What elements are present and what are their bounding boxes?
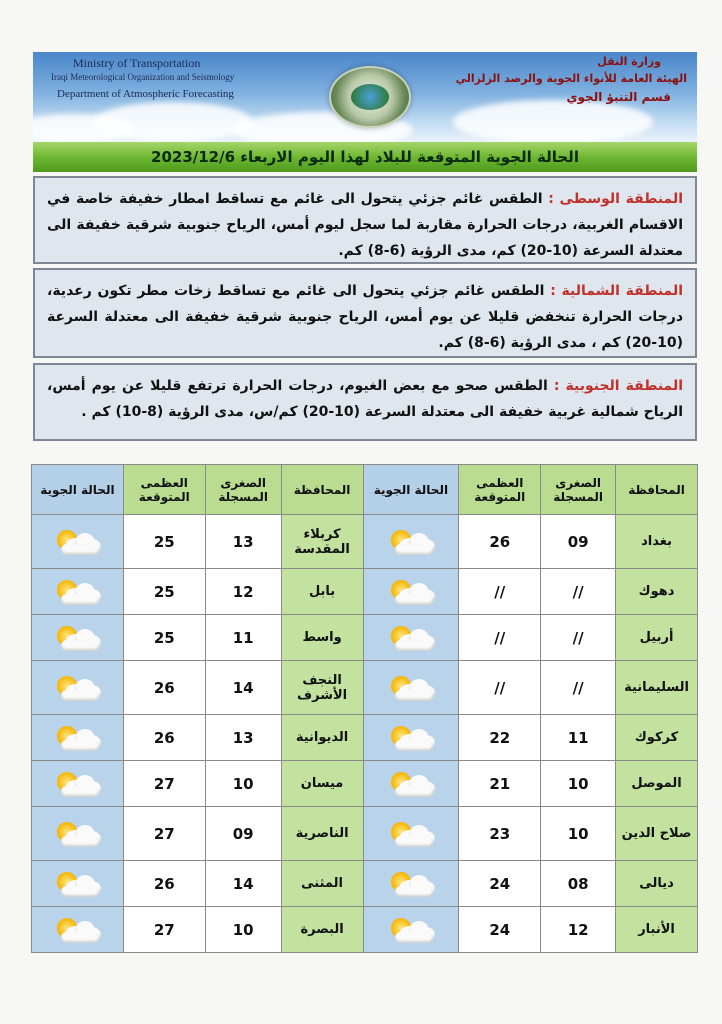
ministry-ar: وزارة النقل [597,55,661,68]
department-en: Department of Atmospheric Forecasting [57,88,234,100]
partly-cloudy-icon [387,870,435,898]
table-row [32,515,698,569]
governorate-cell: ميسان [281,761,363,807]
partly-cloudy-icon [387,770,435,798]
max-temp-cell: 22 [459,715,541,761]
partly-cloudy-icon [387,820,435,848]
region-central-box [33,176,697,264]
region-north-text: الطقس غائم جزئي يتحول الى غائم مع تساقط زخات مطر تكون رعدية، درجات الحرارة تنخفض قليلا عن يوم أمس، الرياح جنوبية شرقية خفيفة الى معتدلة السرعة (10-20) كم ، مدى الرؤية (6-8) كم. [47,283,683,351]
min-temp-cell: 09 [541,515,616,569]
partly-cloudy-icon [53,674,101,702]
partly-cloudy-icon [387,578,435,606]
weather-cell [32,661,124,715]
min-temp-cell: 12 [205,569,281,615]
table-row [32,661,698,715]
header-governorate: المحافظة [281,465,363,515]
min-temp-cell: // [541,661,616,715]
min-temp-cell: 14 [205,661,281,715]
max-temp-cell: 25 [123,569,205,615]
governorate-cell: الأنبار [616,907,698,953]
max-temp-cell: 25 [123,615,205,661]
governorate-cell: دهوك [616,569,698,615]
partly-cloudy-icon [387,528,435,556]
header-min: الصغرى المسجلة [541,465,616,515]
department-ar: قسم التنبؤ الجوي [566,90,671,104]
max-temp-cell: // [459,569,541,615]
min-temp-cell: 10 [541,807,616,861]
partly-cloudy-icon [53,578,101,606]
max-temp-cell: 27 [123,761,205,807]
weather-cell [363,615,459,661]
region-central-name: المنطقة الوسطى : [548,191,683,207]
table-row [32,715,698,761]
max-temp-cell: 26 [123,861,205,907]
table-row [32,615,698,661]
weather-cell [32,515,124,569]
max-temp-cell: 21 [459,761,541,807]
governorate-cell: الديوانية [281,715,363,761]
min-temp-cell: // [541,615,616,661]
min-temp-cell: 13 [205,715,281,761]
governorate-cell: صلاح الدين [616,807,698,861]
forecast-table [31,464,698,953]
max-temp-cell: 24 [459,907,541,953]
weather-cell [363,807,459,861]
governorate-cell: أربيل [616,615,698,661]
partly-cloudy-icon [387,916,435,944]
min-temp-cell: // [541,569,616,615]
region-south-text: الطقس صحو مع بعض الغيوم، درجات الحرارة ترتفع قليلا عن يوم أمس، الرياح شمالية غربية خفيفة الى معتدلة السرعة (10-20) كم/س، مدى الرؤية (8-10) كم . [47,378,683,420]
region-south-name: المنطقة الجنوبية : [553,378,684,394]
region-south-box [33,363,697,441]
region-central-text: الطقس غائم جزئي يتحول الى غائم مع تساقط امطار خفيفة خاصة في الاقسام الغربية، درجات الحرارة مقاربة لما سجل ليوم أمس، الرياح جنوبية شرقية خفيفة الى معتدلة السرعة (10-20) كم، مدى الرؤية (6-8) كم. [47,191,683,259]
header-max: العظمى المتوقعة [123,465,205,515]
page-title: الحالة الجوية المتوقعة للبلاد لهذا اليوم الاربعاء 2023/12/6 [151,148,579,166]
weather-cell [32,907,124,953]
max-temp-cell: // [459,661,541,715]
partly-cloudy-icon [387,724,435,752]
min-temp-cell: 10 [541,761,616,807]
weather-cell [363,569,459,615]
min-temp-cell: 12 [541,907,616,953]
organization-en: Iraqi Meteorological Organization and Seismology [51,72,235,82]
governorate-cell: السليمانية [616,661,698,715]
max-temp-cell: 26 [459,515,541,569]
weather-cell [363,661,459,715]
max-temp-cell: 27 [123,907,205,953]
min-temp-cell: 08 [541,861,616,907]
min-temp-cell: 10 [205,907,281,953]
partly-cloudy-icon [387,674,435,702]
weather-cell [363,907,459,953]
header-banner [33,52,697,142]
weather-cell [32,569,124,615]
max-temp-cell: 26 [123,715,205,761]
header-min: الصغرى المسجلة [205,465,281,515]
min-temp-cell: 10 [205,761,281,807]
governorate-cell: البصرة [281,907,363,953]
governorate-cell: كربلاء المقدسة [281,515,363,569]
weather-cell [32,761,124,807]
table-row [32,569,698,615]
table-row [32,761,698,807]
governorate-cell: بابل [281,569,363,615]
weather-cell [32,807,124,861]
partly-cloudy-icon [53,624,101,652]
partly-cloudy-icon [53,916,101,944]
min-temp-cell: 09 [205,807,281,861]
weather-cell [363,861,459,907]
governorate-cell: ديالى [616,861,698,907]
table-header-row [32,465,698,515]
weather-cell [32,615,124,661]
partly-cloudy-icon [53,820,101,848]
header-governorate: المحافظة [616,465,698,515]
title-bar [33,142,697,172]
header-weather: الحالة الجوية [32,465,124,515]
max-temp-cell: 24 [459,861,541,907]
partly-cloudy-icon [53,870,101,898]
region-north-name: المنطقة الشمالية : [550,283,683,299]
partly-cloudy-icon [387,624,435,652]
weather-cell [32,861,124,907]
max-temp-cell: 27 [123,807,205,861]
max-temp-cell: // [459,615,541,661]
min-temp-cell: 11 [205,615,281,661]
table-row [32,807,698,861]
governorate-cell: واسط [281,615,363,661]
partly-cloudy-icon [53,724,101,752]
governorate-cell: النجف الأشرف [281,661,363,715]
weather-cell [363,715,459,761]
region-north-box [33,268,697,358]
min-temp-cell: 14 [205,861,281,907]
ministry-en: Ministry of Transportation [73,56,201,70]
weather-cell [363,761,459,807]
governorate-cell: الموصل [616,761,698,807]
table-row [32,907,698,953]
governorate-cell: الناصرية [281,807,363,861]
governorate-cell: المثنى [281,861,363,907]
partly-cloudy-icon [53,770,101,798]
weather-cell [32,715,124,761]
max-temp-cell: 23 [459,807,541,861]
table-row [32,861,698,907]
min-temp-cell: 13 [205,515,281,569]
max-temp-cell: 26 [123,661,205,715]
header-max: العظمى المتوقعة [459,465,541,515]
governorate-cell: بغداد [616,515,698,569]
weather-cell [363,515,459,569]
min-temp-cell: 11 [541,715,616,761]
header-weather: الحالة الجوية [363,465,459,515]
max-temp-cell: 25 [123,515,205,569]
meteorological-logo [329,66,411,128]
governorate-cell: كركوك [616,715,698,761]
organization-ar: الهيئة العامة للأنواء الجوية والرصد الزلزالي [455,72,687,85]
partly-cloudy-icon [53,528,101,556]
